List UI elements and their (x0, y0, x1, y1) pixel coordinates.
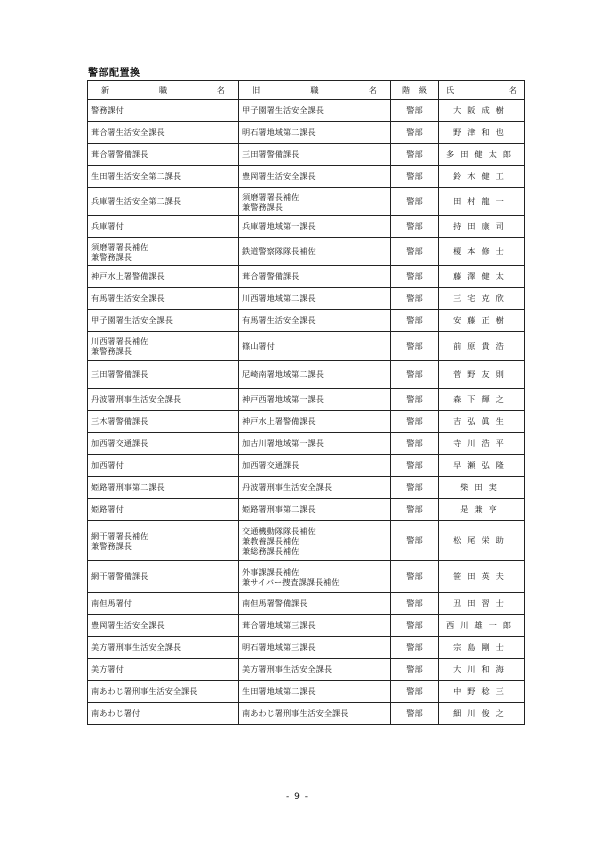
table-row (88, 521, 525, 561)
table-row (88, 637, 525, 659)
old-post-cell-line: 豊岡署生活安全課長 (242, 171, 316, 181)
rank-cell: 警部 (391, 166, 439, 188)
table-row (88, 266, 525, 288)
new-post-cell (88, 561, 239, 593)
table-row (88, 361, 525, 389)
table-row (88, 216, 525, 238)
table-row (88, 188, 525, 216)
new-post-cell (88, 361, 239, 389)
rank-cell: 警部 (391, 703, 439, 725)
name-cell: 大阪成樹 (439, 100, 525, 122)
new-post-cell-line: 兼警務課長 (91, 346, 132, 356)
old-post-cell (239, 389, 391, 411)
document-title: 警部配置換 (88, 68, 141, 79)
name-cell: 榎本修士 (439, 238, 525, 266)
new-post-cell-line: 須磨署署長補佐 (91, 241, 149, 252)
name-cell: 寺川浩平 (439, 433, 525, 455)
old-post-cell (239, 433, 391, 455)
rank-cell: 警部 (391, 332, 439, 361)
name-cell: 野津和也 (439, 122, 525, 144)
old-post-cell-line: 美方署刑事生活安全課長 (242, 664, 333, 674)
old-post-cell-line: 兼総務課長補佐 (242, 545, 300, 556)
header-rank: 階 級 (391, 81, 439, 100)
new-post-cell (88, 593, 239, 615)
name-cell: 大川和海 (439, 659, 525, 681)
old-post-cell-line: 南あわじ署刑事生活安全課長 (242, 708, 349, 718)
new-post-cell-line: 三木署警備課長 (91, 416, 149, 426)
table-row (88, 166, 525, 188)
name-cell: 藤澤健太 (439, 266, 525, 288)
new-post-cell (88, 455, 239, 477)
table-row (88, 681, 525, 703)
old-post-cell-line: 兵庫署地域第一課長 (242, 221, 316, 231)
name-cell: 丑田習士 (439, 593, 525, 615)
new-post-cell (88, 703, 239, 725)
name-cell: 安藤正樹 (439, 310, 525, 332)
new-post-cell-line: 網干署警備課長 (91, 571, 149, 581)
rank-cell: 警部 (391, 361, 439, 389)
new-post-cell-line: 葺合署生活安全課長 (91, 127, 165, 137)
name-cell: 三宅克欣 (439, 288, 525, 310)
old-post-cell (239, 411, 391, 433)
rank-cell: 警部 (391, 144, 439, 166)
rank-cell: 警部 (391, 310, 439, 332)
old-post-cell (239, 238, 391, 266)
old-post-cell-line: 神戸水上署警備課長 (242, 416, 316, 426)
old-post-cell (239, 521, 391, 561)
old-post-cell (239, 455, 391, 477)
new-post-cell-line: 加西署交通課長 (91, 438, 149, 448)
old-post-cell-line: 川西署地域第二課長 (242, 293, 316, 303)
table-row (88, 703, 525, 725)
new-post-cell (88, 100, 239, 122)
new-post-cell (88, 411, 239, 433)
rank-cell: 警部 (391, 615, 439, 637)
header-row (88, 81, 525, 100)
name-cell: 菅野友則 (439, 361, 525, 389)
old-post-cell (239, 332, 391, 361)
table-row (88, 455, 525, 477)
new-post-cell-line: 南あわじ署付 (91, 708, 141, 718)
name-cell: 笹田英夫 (439, 561, 525, 593)
old-post-cell (239, 288, 391, 310)
old-post-cell (239, 499, 391, 521)
old-post-cell (239, 122, 391, 144)
old-post-cell (239, 361, 391, 389)
new-post-cell (88, 266, 239, 288)
table-row (88, 332, 525, 361)
old-post-cell-line: 甲子園署生活安全課長 (242, 105, 324, 115)
new-post-cell-line: 兵庫署付 (91, 221, 124, 231)
personnel-table (87, 80, 525, 725)
new-post-cell-line: 三田署警備課長 (91, 369, 149, 379)
name-cell: 早瀬弘隆 (439, 455, 525, 477)
old-post-cell (239, 681, 391, 703)
old-post-cell-line: 丹波署刑事生活安全課長 (242, 482, 333, 492)
new-post-cell (88, 637, 239, 659)
new-post-cell-line: 丹波署刑事生活安全課長 (91, 394, 182, 404)
new-post-cell (88, 681, 239, 703)
rank-cell: 警部 (391, 681, 439, 703)
rank-cell: 警部 (391, 266, 439, 288)
rank-cell: 警部 (391, 659, 439, 681)
new-post-cell (88, 499, 239, 521)
new-post-cell-line: 有馬署生活安全課長 (91, 293, 165, 303)
rank-cell: 警部 (391, 455, 439, 477)
table-row (88, 477, 525, 499)
old-post-cell-line: 加古川署地域第一課長 (242, 438, 324, 448)
header-name: 氏 名 (439, 81, 525, 100)
table-row (88, 499, 525, 521)
new-post-cell (88, 288, 239, 310)
name-cell: 是兼亨 (439, 499, 525, 521)
new-post-cell-line: 美方署刑事生活安全課長 (91, 642, 182, 652)
rank-cell: 警部 (391, 637, 439, 659)
new-post-cell (88, 615, 239, 637)
table-row (88, 238, 525, 266)
old-post-cell-line: 兼警務課長 (242, 201, 283, 212)
rank-cell: 警部 (391, 188, 439, 216)
name-cell: 前原貴浩 (439, 332, 525, 361)
header-old-post: 旧 職 名 (239, 81, 391, 100)
rank-cell: 警部 (391, 561, 439, 593)
name-cell: 田村龍一 (439, 188, 525, 216)
table-row (88, 615, 525, 637)
new-post-cell-line: 生田署生活安全第二課長 (91, 171, 182, 181)
old-post-cell (239, 100, 391, 122)
new-post-cell (88, 216, 239, 238)
table-row (88, 122, 525, 144)
old-post-cell (239, 216, 391, 238)
name-cell: 森下輝之 (439, 389, 525, 411)
new-post-cell (88, 166, 239, 188)
table-row (88, 100, 525, 122)
name-cell: 柴田実 (439, 477, 525, 499)
old-post-cell-line: 神戸西署地域第一課長 (242, 394, 324, 404)
table-row (88, 593, 525, 615)
new-post-cell-line: 南但馬署付 (91, 598, 132, 608)
rank-cell: 警部 (391, 433, 439, 455)
rank-cell: 警部 (391, 100, 439, 122)
new-post-cell-line: 南あわじ署刑事生活安全課長 (91, 686, 198, 696)
new-post-cell-line: 姫路署刑事第二課長 (91, 482, 165, 492)
rank-cell: 警部 (391, 238, 439, 266)
new-post-cell-line: 神戸水上署警備課長 (91, 271, 165, 281)
old-post-cell-line: 葺合署地域第三課長 (242, 620, 316, 630)
old-post-cell-line: 兼サイバー捜査課課長補佐 (242, 576, 340, 587)
old-post-cell-line: 交通機動隊隊長補佐 (242, 525, 316, 536)
new-post-cell (88, 521, 239, 561)
old-post-cell (239, 477, 391, 499)
table-row (88, 659, 525, 681)
old-post-cell (239, 266, 391, 288)
new-post-cell (88, 389, 239, 411)
new-post-cell (88, 122, 239, 144)
table-row (88, 433, 525, 455)
old-post-cell-line: 須磨署署長補佐 (242, 191, 300, 202)
new-post-cell-line: 豊岡署生活安全課長 (91, 620, 165, 630)
old-post-cell-line: 明石署地域第二課長 (242, 127, 316, 137)
old-post-cell (239, 615, 391, 637)
old-post-cell (239, 703, 391, 725)
old-post-cell-line: 有馬署生活安全課長 (242, 315, 316, 325)
new-post-cell (88, 659, 239, 681)
new-post-cell-line: 美方署付 (91, 664, 124, 674)
name-cell: 持田康司 (439, 216, 525, 238)
table-row (88, 310, 525, 332)
new-post-cell (88, 310, 239, 332)
page-number: - 9 - (286, 792, 309, 802)
rank-cell: 警部 (391, 477, 439, 499)
new-post-cell (88, 433, 239, 455)
old-post-cell-line: 葺合署警備課長 (242, 271, 300, 281)
rank-cell: 警部 (391, 499, 439, 521)
old-post-cell (239, 310, 391, 332)
old-post-cell-line: 南但馬署警備課長 (242, 598, 308, 608)
new-post-cell (88, 477, 239, 499)
new-post-cell-line: 姫路署付 (91, 504, 124, 514)
old-post-cell-line: 生田署地域第二課長 (242, 686, 316, 696)
old-post-cell-line: 明石署地域第三課長 (242, 642, 316, 652)
old-post-cell (239, 659, 391, 681)
old-post-cell-line: 加西署交通課長 (242, 460, 300, 470)
new-post-cell (88, 188, 239, 216)
name-cell: 鈴木健工 (439, 166, 525, 188)
rank-cell: 警部 (391, 216, 439, 238)
table-row (88, 389, 525, 411)
name-cell: 多田健太郎 (439, 144, 525, 166)
name-cell: 西川雄一郎 (439, 615, 525, 637)
old-post-cell (239, 166, 391, 188)
rank-cell: 警部 (391, 593, 439, 615)
name-cell: 中野稔三 (439, 681, 525, 703)
rank-cell: 警部 (391, 122, 439, 144)
name-cell: 松尾栄助 (439, 521, 525, 561)
new-post-cell-line: 兼警務課長 (91, 251, 132, 262)
table-row (88, 561, 525, 593)
new-post-cell-line: 加西署付 (91, 460, 124, 470)
old-post-cell-line: 三田署警備課長 (242, 149, 300, 159)
table-row (88, 288, 525, 310)
old-post-cell (239, 561, 391, 593)
new-post-cell-line: 警務課付 (91, 105, 124, 115)
table-row (88, 144, 525, 166)
name-cell: 宗島剛士 (439, 637, 525, 659)
new-post-cell (88, 144, 239, 166)
old-post-cell (239, 593, 391, 615)
rank-cell: 警部 (391, 389, 439, 411)
old-post-cell-line: 外事課課長補佐 (242, 566, 300, 577)
old-post-cell-line: 鉄道警察隊隊長補佐 (242, 246, 316, 256)
header-new-post: 新 職 名 (88, 81, 239, 100)
old-post-cell-line: 尼崎南署地域第二課長 (242, 369, 324, 379)
old-post-cell-line: 篠山署付 (242, 340, 275, 351)
new-post-cell-line: 兼警務課長 (91, 540, 132, 551)
old-post-cell (239, 144, 391, 166)
table-body (88, 100, 525, 725)
rank-cell: 警部 (391, 288, 439, 310)
rank-cell: 警部 (391, 521, 439, 561)
new-post-cell-line: 葺合署警備課長 (91, 149, 149, 159)
new-post-cell-line: 網干署署長補佐 (91, 530, 149, 541)
name-cell: 吉弘眞生 (439, 411, 525, 433)
rank-cell: 警部 (391, 411, 439, 433)
old-post-cell (239, 637, 391, 659)
new-post-cell-line: 甲子園署生活安全課長 (91, 315, 173, 325)
new-post-cell (88, 238, 239, 266)
new-post-cell-line: 兵庫署生活安全第二課長 (91, 196, 182, 206)
old-post-cell-line: 兼教養課長補佐 (242, 535, 300, 546)
new-post-cell (88, 332, 239, 361)
name-cell: 細川俊之 (439, 703, 525, 725)
old-post-cell-line: 姫路署刑事第二課長 (242, 504, 316, 514)
old-post-cell (239, 188, 391, 216)
table-row (88, 411, 525, 433)
new-post-cell-line: 川西署署長補佐 (91, 336, 149, 346)
